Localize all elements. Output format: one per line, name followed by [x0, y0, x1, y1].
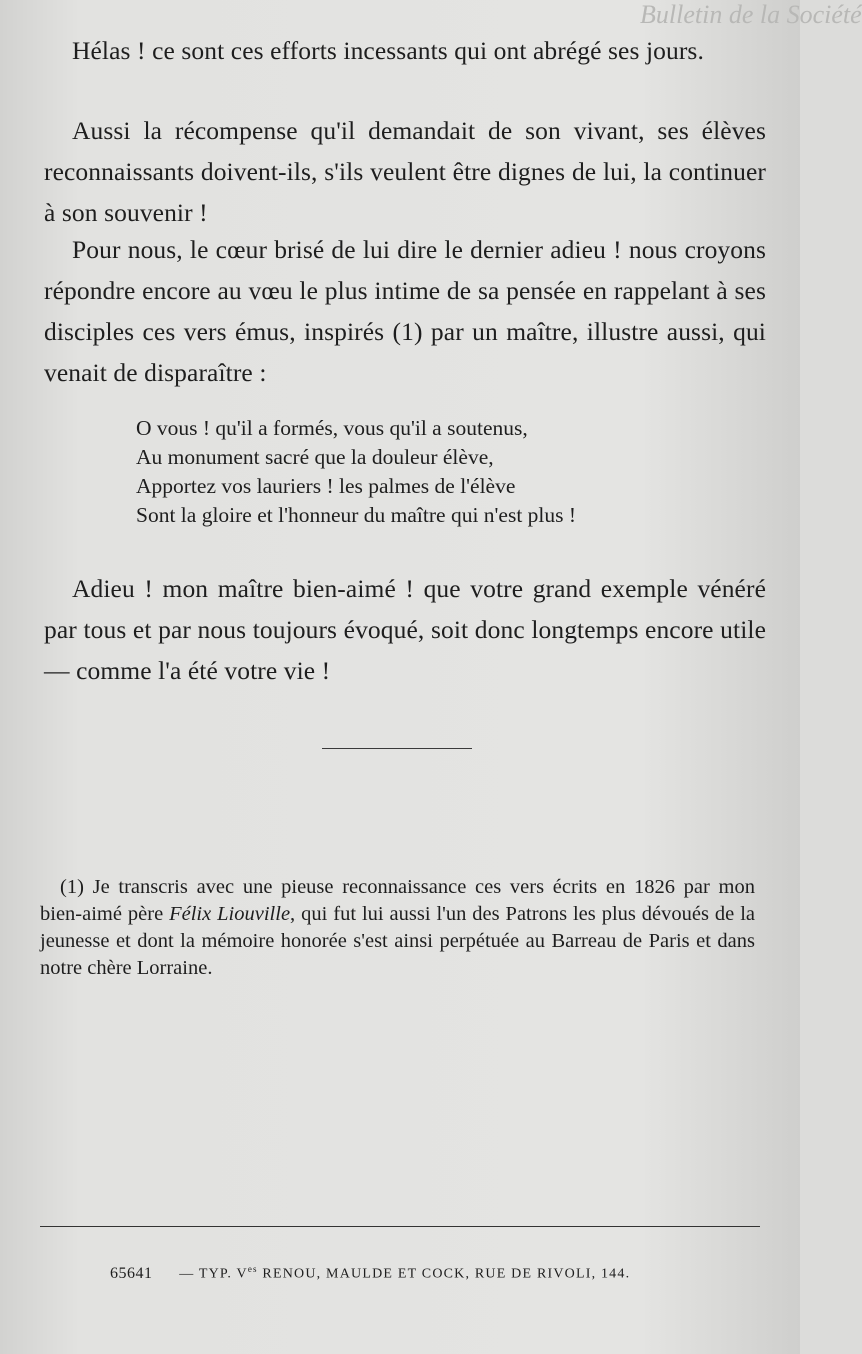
poem-line: Sont la gloire et l'honneur du maître qui n'est plus ! [136, 503, 577, 527]
footer-rule [40, 1226, 760, 1227]
paragraph-2-text: Aussi la récompense qu'il demandait de son vivant, ses élèves reconnaissants doivent-ils, s'ils veulent être dignes de lui, la continuer à son souvenir ! [44, 116, 766, 227]
imprint-sup: es [247, 1264, 258, 1274]
paragraph-3 [44, 229, 766, 393]
footnote-author-name: Félix Liouville [169, 903, 291, 925]
poem-line: O vous ! qu'il a formés, vous qu'il a soutenus, [136, 416, 528, 440]
imprint-text-b: RENOU, MAULDE ET COCK, RUE DE RIVOLI, 144. [257, 1266, 631, 1282]
imprint-text-a: TYP. V [198, 1266, 248, 1282]
poem-line: Apportez vos lauriers ! les palmes de l'élève [136, 474, 516, 498]
footnote [40, 874, 755, 982]
footnote-rest: , qui fut lui aussi l'un des Patrons les plus dévoués de la jeunesse et dont la mémoire honorée s'est ainsi perpétuée au Barreau de Paris et dans notre chère Lorraine. [40, 903, 755, 979]
imprint-dash: — [179, 1266, 195, 1282]
paragraph-1 [44, 30, 766, 71]
printer-imprint [110, 1264, 710, 1283]
section-separator [322, 748, 472, 749]
paragraph-2 [44, 110, 766, 233]
paragraph-4-text: Adieu ! mon maître bien-aimé ! que votre grand exemple vénéré par tous et par nous toujours évoqué, soit donc longtemps encore utile — comme l'a été votre vie ! [44, 574, 766, 685]
poem-line: Au monument sacré que la douleur élève, [136, 445, 494, 469]
faint-show-through-header: Bulletin de la Société [640, 0, 862, 29]
imprint-code: 65641 [110, 1264, 153, 1282]
footnote-text [40, 874, 755, 982]
paragraph-1-text: Hélas ! ce sont ces efforts incessants qui ont abrégé ses jours. [72, 36, 704, 65]
footnote-lead: (1) Je transcris avec une pieuse reconnaissance ces vers écrits en 1826 par mon bien-aimé père [40, 876, 755, 925]
paragraph-3-text: Pour nous, le cœur brisé de lui dire le dernier adieu ! nous croyons répondre encore au vœu le plus intime de sa pensée en rappelant à ses disciples ces vers émus, inspirés (1) par un maître, illustre aussi, qui venait de disparaître : [44, 235, 766, 387]
poem-quote [136, 414, 736, 530]
paragraph-4 [44, 568, 766, 691]
